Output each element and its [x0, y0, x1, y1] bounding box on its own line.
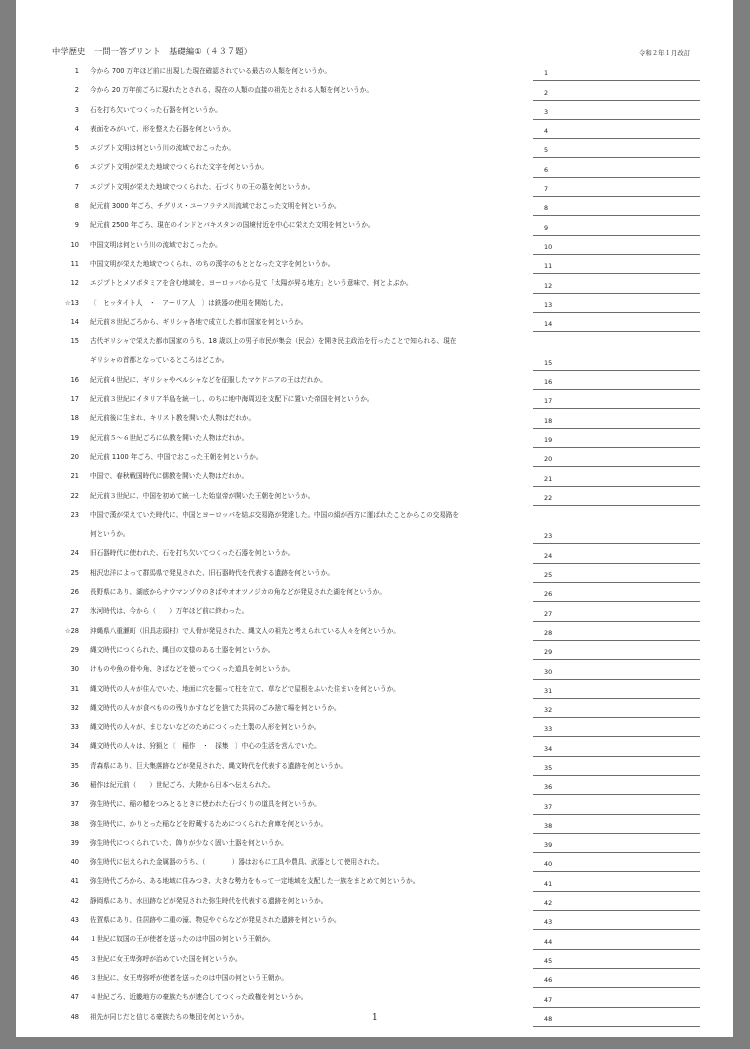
question-number: 40	[70, 858, 79, 867]
question-text	[90, 1008, 535, 1027]
answer-blank[interactable]	[533, 699, 700, 718]
answer-number: 16	[544, 378, 553, 387]
question-text	[90, 988, 535, 1007]
question-number: 47	[70, 993, 79, 1002]
question-text-line: 縄文時代につくられた、縄目の文様のある土器を何というか。	[90, 645, 275, 654]
question-text	[90, 544, 535, 563]
answer-blank[interactable]	[533, 544, 700, 563]
answer-number: 29	[544, 648, 553, 657]
question-text-line: 縄文時代の人々が住んでいた、地面に穴を掘って柱を立て、草などで屋根をふいた住まいを何というか。	[90, 684, 400, 693]
question-row	[16, 602, 733, 621]
answer-blank[interactable]	[533, 718, 700, 737]
answer-number: 23	[544, 532, 553, 541]
question-row	[16, 699, 733, 718]
question-text-line: けものや魚の骨や角、きばなどを使ってつくった道具を何というか。	[90, 665, 295, 674]
question-text-line: 弥生時代に、かりとった稲などを貯蔵するためにつくられた倉庫を何というか。	[90, 819, 328, 828]
answer-number: 35	[544, 763, 553, 772]
question-row	[16, 950, 733, 969]
question-text-line: 中国文明が栄えた地域でつくられ、のちの漢字のもととなった文字を何というか。	[90, 259, 335, 268]
question-row	[16, 776, 733, 795]
question-row	[16, 892, 733, 911]
answer-number: 45	[544, 956, 553, 965]
question-number: 42	[70, 896, 79, 905]
question-row	[16, 930, 733, 949]
question-list	[16, 62, 733, 1027]
answer-number: 26	[544, 590, 553, 599]
question-text-line: エジプト文明が栄えた地域でつくられた文字を何というか。	[90, 163, 269, 172]
question-text-line: 弥生時代ごろから、ある地域に住みつき、大きな勢力をもって一定地域を支配した一族をまとめて何というか。	[90, 877, 420, 886]
question-text	[90, 506, 535, 545]
question-text-line: 縄文時代の人々が、まじないなどのためにつくった土製の人形を何というか。	[90, 723, 321, 732]
question-text	[90, 216, 535, 235]
question-row	[16, 158, 733, 177]
answer-number: 25	[544, 571, 553, 580]
question-number: 31	[70, 684, 79, 693]
question-row	[16, 62, 733, 81]
question-number: 44	[70, 935, 79, 944]
question-number: 1	[74, 67, 79, 75]
question-text-line: １世紀に奴国の王が使者を送ったのは中国の何という王朝か。	[90, 935, 275, 944]
question-text	[90, 178, 535, 197]
question-text	[90, 274, 535, 293]
answer-blank[interactable]	[533, 294, 700, 313]
question-row	[16, 988, 733, 1007]
question-text-line: 紀元前 2500 年ごろ、現在のインドとパキスタンの国境付近を中心に栄えた文明を何というか。	[90, 221, 375, 230]
answer-number: 8	[544, 204, 549, 213]
answer-number: 27	[544, 609, 553, 618]
question-text-line: 今から 700 万年ほど前に出現した現在確認されている最古の人類を何というか。	[90, 67, 331, 75]
question-text-line: エジプトとメソポタミアを含む地域を、ヨーロッパから見て「太陽が昇る地方」という意味で、何とよぶか。	[90, 279, 413, 288]
answer-number: 13	[544, 300, 553, 309]
question-row	[16, 969, 733, 988]
question-number: 32	[70, 703, 79, 712]
question-row	[16, 872, 733, 891]
question-row	[16, 834, 733, 853]
answer-blank[interactable]	[533, 872, 700, 891]
answer-number: 47	[544, 995, 553, 1004]
answer-number: 17	[544, 397, 553, 406]
question-text	[90, 969, 535, 988]
answer-number: 46	[544, 976, 553, 985]
question-text	[90, 294, 535, 313]
page-number: 1	[372, 1013, 378, 1023]
question-number: 4	[74, 124, 79, 133]
question-text-line: 縄文時代の人々が食べものの残りかすなどを捨てた共同のごみ捨て場を何というか。	[90, 703, 341, 712]
answer-blank[interactable]	[533, 62, 700, 81]
question-row	[16, 718, 733, 737]
question-text-line: 今から 20 万年前ごろに現れたとされる、現在の人類の直接の祖先とされる人類を何というか。	[90, 86, 373, 95]
answer-number: 3	[544, 107, 549, 116]
answer-blank[interactable]	[533, 236, 700, 255]
question-number: 10	[70, 240, 79, 249]
answer-number: 48	[544, 1014, 553, 1023]
question-text	[90, 62, 535, 81]
question-text	[90, 622, 535, 641]
answer-number: 31	[544, 686, 553, 695]
question-text	[90, 699, 535, 718]
question-number: 21	[70, 472, 79, 481]
answer-blank[interactable]	[533, 583, 700, 602]
question-text	[90, 660, 535, 679]
question-text	[90, 834, 535, 853]
question-text-line: 中国で、春秋戦国時代に儒教を開いた人物はだれか。	[90, 472, 249, 481]
question-text	[90, 911, 535, 930]
answer-blank[interactable]	[533, 274, 700, 293]
question-number: 39	[70, 838, 79, 847]
question-text-line: 古代ギリシャで栄えた都市国家のうち、18 歳以上の男子市民が集会（民会）を開き民主政治を行ったことで知られる、現在	[90, 337, 457, 346]
question-text	[90, 158, 535, 177]
question-text	[90, 930, 535, 949]
question-text-line: 紀元前後に生まれ、キリスト教を開いた人物はだれか。	[90, 414, 256, 423]
question-number: 37	[70, 800, 79, 809]
question-number: 38	[70, 819, 79, 828]
question-text-line: 弥生時代に、稲の穂をつみとるときに使われた石づくりの道具を何というか。	[90, 800, 321, 809]
question-text	[90, 81, 535, 100]
answer-blank[interactable]	[533, 120, 700, 139]
answer-blank[interactable]	[533, 429, 700, 448]
question-number: 19	[70, 433, 79, 442]
answer-blank[interactable]	[533, 680, 700, 699]
answer-blank[interactable]	[533, 815, 700, 834]
question-text-line: 石を打ち欠いてつくった石器を何というか。	[90, 105, 222, 114]
question-text-line: 紀元前３世紀に、中国を初めて統一した始皇帝が開いた王朝を何というか。	[90, 491, 315, 500]
answer-number: 20	[544, 455, 553, 464]
question-number: ☆13	[64, 298, 79, 307]
answer-number: 38	[544, 821, 553, 830]
answer-number: 5	[544, 146, 549, 155]
question-text	[90, 872, 535, 891]
question-number: 12	[70, 279, 79, 288]
question-number: 36	[70, 780, 79, 789]
answer-number: 14	[544, 320, 553, 329]
question-number: 45	[70, 954, 79, 963]
question-number: 3	[74, 105, 79, 114]
question-text-line: 何というか。	[90, 530, 130, 539]
question-text-line: 〔 ヒッタイト人 ・ アーリア人 〕は鉄器の使用を開始した。	[90, 298, 288, 307]
question-number: 43	[70, 916, 79, 925]
question-text-line: 氷河時代は、今から（ ）万年ほど前に終わった。	[90, 607, 249, 616]
question-number: 15	[70, 337, 79, 346]
revision-date: 令和２年１月改訂	[639, 49, 691, 57]
question-row	[16, 101, 733, 120]
question-number: 11	[70, 259, 79, 268]
question-row	[16, 737, 733, 756]
question-row	[16, 911, 733, 930]
question-number: 27	[70, 607, 79, 616]
question-text-line: 中国文明は何という川の流域でおこったか。	[90, 240, 222, 249]
question-text-line: ３世紀に、女王卑弥呼が使者を送ったのは中国の何という王朝か。	[90, 973, 288, 982]
answer-blank[interactable]	[533, 197, 700, 216]
question-number: 25	[70, 568, 79, 577]
answer-blank[interactable]	[533, 467, 700, 486]
question-text-line: 祖先が同じだと信じる豪族たちの集団を何というか。	[90, 1012, 249, 1021]
question-row	[16, 120, 733, 139]
question-number: 6	[74, 163, 79, 172]
answer-number: 42	[544, 899, 553, 908]
question-text-line: 弥生時代に伝えられた金属器のうち、（ ）器はおもに工具や農具、武器として使用された。	[90, 858, 384, 867]
question-text-line: 弥生時代につくられていた、飾りが少なく固い土器を何というか。	[90, 838, 288, 847]
answer-number: 6	[544, 165, 549, 174]
answer-blank[interactable]	[533, 101, 700, 120]
answer-number: 36	[544, 783, 553, 792]
answer-blank[interactable]	[533, 737, 700, 756]
answer-blank[interactable]	[533, 564, 700, 583]
question-row	[16, 255, 733, 274]
question-text	[90, 795, 535, 814]
answer-blank[interactable]	[533, 950, 700, 969]
question-row	[16, 313, 733, 332]
question-number: 18	[70, 414, 79, 423]
answer-number: 33	[544, 725, 553, 734]
question-text	[90, 467, 535, 486]
question-text	[90, 197, 535, 216]
question-row	[16, 487, 733, 506]
answer-blank[interactable]	[533, 81, 700, 100]
question-row	[16, 81, 733, 100]
question-text	[90, 236, 535, 255]
answer-number: 4	[544, 127, 549, 136]
question-row	[16, 448, 733, 467]
question-number: 9	[74, 221, 79, 230]
question-text	[90, 487, 535, 506]
question-text	[90, 101, 535, 120]
question-number: 20	[70, 452, 79, 461]
answer-blank[interactable]	[533, 911, 700, 930]
answer-number: 41	[544, 879, 553, 888]
question-row	[16, 506, 733, 545]
question-text	[90, 680, 535, 699]
answer-blank[interactable]	[533, 776, 700, 795]
answer-blank[interactable]	[533, 602, 700, 621]
question-row	[16, 622, 733, 641]
answer-blank[interactable]	[533, 390, 700, 409]
question-text	[90, 390, 535, 409]
question-row	[16, 216, 733, 235]
question-row	[16, 429, 733, 448]
question-number: 48	[70, 1012, 79, 1021]
question-text	[90, 448, 535, 467]
question-number: 8	[74, 202, 79, 211]
question-text-line: ３世紀に女王卑弥呼が治めていた国を何というか。	[90, 954, 242, 963]
answer-blank[interactable]	[533, 313, 700, 332]
answer-number: 12	[544, 281, 553, 290]
question-text-line: 稲作は紀元前（ ）世紀ごろ、大陸から日本へ伝えられた。	[90, 780, 275, 789]
answer-number: 22	[544, 493, 553, 502]
answer-blank[interactable]	[533, 178, 700, 197]
question-row	[16, 236, 733, 255]
question-number: 24	[70, 549, 79, 558]
question-text	[90, 737, 535, 756]
answer-blank[interactable]	[533, 487, 700, 506]
question-text	[90, 564, 535, 583]
question-text	[90, 815, 535, 834]
answer-number: 7	[544, 185, 549, 194]
question-number: 29	[70, 645, 79, 654]
answer-blank[interactable]	[533, 930, 700, 949]
question-text	[90, 332, 535, 371]
answer-number: 37	[544, 802, 553, 811]
answer-blank[interactable]	[533, 409, 700, 428]
answer-number: 28	[544, 628, 553, 637]
answer-number: 44	[544, 937, 553, 946]
answer-blank[interactable]	[533, 660, 700, 679]
question-number: 30	[70, 665, 79, 674]
answer-number: 15	[544, 358, 553, 367]
question-text-line: 旧石器時代に使われた、石を打ち欠いてつくった石器を何というか。	[90, 549, 295, 558]
answer-number: 39	[544, 841, 553, 850]
answer-number: 24	[544, 551, 553, 560]
answer-blank[interactable]	[533, 139, 700, 158]
question-row	[16, 332, 733, 371]
answer-number: 9	[544, 223, 549, 232]
question-row	[16, 294, 733, 313]
question-row	[16, 371, 733, 390]
question-text-line: 紀元前８世紀ごろから、ギリシャ各地で成立した都市国家を何というか。	[90, 317, 308, 326]
question-row	[16, 815, 733, 834]
page-title: 中学歴史 一問一答プリント 基礎編①（４３７題）	[52, 46, 253, 56]
question-number: 7	[74, 182, 79, 191]
question-number: 22	[70, 491, 79, 500]
question-text	[90, 776, 535, 795]
question-text-line: 青森県にあり、巨大集落跡などが発見された、縄文時代を代表する遺跡を何というか。	[90, 761, 348, 770]
question-text-line: 沖縄県八重瀬町（旧具志頭村）で人骨が発見された、縄文人の祖先と考えられている人々を何というか。	[90, 626, 400, 635]
question-text	[90, 371, 535, 390]
answer-blank[interactable]	[533, 525, 700, 544]
question-number: 5	[74, 144, 79, 153]
question-text	[90, 139, 535, 158]
question-row	[16, 564, 733, 583]
answer-blank[interactable]	[533, 216, 700, 235]
question-text	[90, 641, 535, 660]
question-text-line: 相沢忠洋によって群馬県で発見された、旧石器時代を代表する遺跡を何というか。	[90, 568, 334, 577]
question-text-line: エジプト文明は何という川の流域でおこったか。	[90, 144, 235, 153]
question-row	[16, 274, 733, 293]
question-number: 23	[70, 510, 79, 519]
answer-blank[interactable]	[533, 622, 700, 641]
answer-blank[interactable]	[533, 641, 700, 660]
answer-number: 30	[544, 667, 553, 676]
question-text-line: 紀元前５～６世紀ごろに仏教を開いた人物はだれか。	[90, 433, 249, 442]
question-number: 46	[70, 973, 79, 982]
question-row	[16, 795, 733, 814]
question-text-line: 紀元前３世紀にイタリア半島を統一し、のちに地中海周辺を支配下に置いた帝国を何というか。	[90, 395, 374, 404]
question-number: 35	[70, 761, 79, 770]
question-text	[90, 583, 535, 602]
question-text	[90, 602, 535, 621]
question-text	[90, 313, 535, 332]
answer-blank[interactable]	[533, 969, 700, 988]
question-text-line: 佐賀県にあり、住居跡や二重の濠、物見やぐらなどが発見された遺跡を何というか。	[90, 916, 341, 925]
question-row	[16, 409, 733, 428]
answer-blank[interactable]	[533, 988, 700, 1007]
answer-number: 10	[544, 242, 553, 251]
answer-number: 19	[544, 435, 553, 444]
answer-blank[interactable]	[533, 892, 700, 911]
answer-blank[interactable]	[533, 1008, 700, 1027]
question-row	[16, 583, 733, 602]
question-text-line: 表面をみがいて、形を整えた石器を何というか。	[90, 124, 235, 133]
answer-number: 21	[544, 474, 553, 483]
question-text	[90, 853, 535, 872]
question-text-line: 紀元前 1100 年ごろ、中国でおこった王朝を何というか。	[90, 452, 263, 461]
question-text	[90, 950, 535, 969]
question-number: 2	[74, 86, 79, 95]
question-row	[16, 660, 733, 679]
question-row	[16, 544, 733, 563]
answer-blank[interactable]	[533, 158, 700, 177]
question-text-line: ４世紀ごろ、近畿地方の豪族たちが連合してつくった政権を何というか。	[90, 993, 308, 1002]
question-text	[90, 892, 535, 911]
answer-blank[interactable]	[533, 371, 700, 390]
question-number: 41	[70, 877, 79, 886]
answer-number: 43	[544, 918, 553, 927]
question-text	[90, 409, 535, 428]
answer-blank[interactable]	[533, 255, 700, 274]
question-text-line: 中国で漢が栄えていた時代に、中国とヨーロッパを結ぶ交易路が発達した。中国の絹が西方に運ばれたことからこの交易路を	[90, 510, 460, 519]
question-text	[90, 718, 535, 737]
question-text	[90, 120, 535, 139]
question-number: 16	[70, 375, 79, 384]
answer-blank[interactable]	[533, 834, 700, 853]
answer-blank[interactable]	[533, 448, 700, 467]
question-number: ☆28	[64, 626, 79, 635]
question-text-line: 静岡県にあり、水田跡などが発見された弥生時代を代表する遺跡を何というか。	[90, 896, 328, 905]
question-number: 17	[70, 395, 79, 404]
question-row	[16, 139, 733, 158]
question-number: 33	[70, 723, 79, 732]
question-text-line: 縄文時代の人々は、狩猟と〔 稲作 ・ 採集 〕中心の生活を営んでいた。	[90, 742, 321, 751]
document-page	[16, 0, 733, 1037]
question-number: 26	[70, 588, 79, 597]
question-row	[16, 853, 733, 872]
question-number: 14	[70, 317, 79, 326]
answer-blank[interactable]	[533, 853, 700, 872]
answer-number: 11	[544, 262, 553, 271]
answer-blank[interactable]	[533, 351, 700, 370]
question-row	[16, 390, 733, 409]
question-text-line: 紀元前４世紀に、ギリシャやペルシャなどを征服したマケドニアの王はだれか。	[90, 375, 327, 384]
question-text	[90, 757, 535, 776]
question-row	[16, 197, 733, 216]
question-text-line: エジプト文明が栄えた地域でつくられた、石づくりの王の墓を何というか。	[90, 182, 315, 191]
question-row	[16, 757, 733, 776]
question-text-line: 紀元前 3000 年ごろ、チグリス・ユーフラテス川流域でおこった文明を何というか。	[90, 202, 341, 211]
answer-number: 34	[544, 744, 553, 753]
answer-number: 1	[544, 69, 549, 78]
question-row	[16, 467, 733, 486]
question-number: 34	[70, 742, 79, 751]
answer-number: 32	[544, 706, 553, 715]
answer-blank[interactable]	[533, 795, 700, 814]
question-text	[90, 429, 535, 448]
answer-number: 2	[544, 88, 549, 97]
answer-number: 18	[544, 416, 553, 425]
question-text-line: ギリシャの首都となっているところはどこか。	[90, 356, 229, 365]
question-row	[16, 178, 733, 197]
question-text-line: 長野県にあり、湖底からナウマンゾウのきばやオオツノジカの角などが発見された湖を何というか。	[90, 588, 386, 597]
question-text	[90, 255, 535, 274]
question-row	[16, 641, 733, 660]
answer-blank[interactable]	[533, 757, 700, 776]
question-row	[16, 680, 733, 699]
answer-number: 40	[544, 860, 553, 869]
